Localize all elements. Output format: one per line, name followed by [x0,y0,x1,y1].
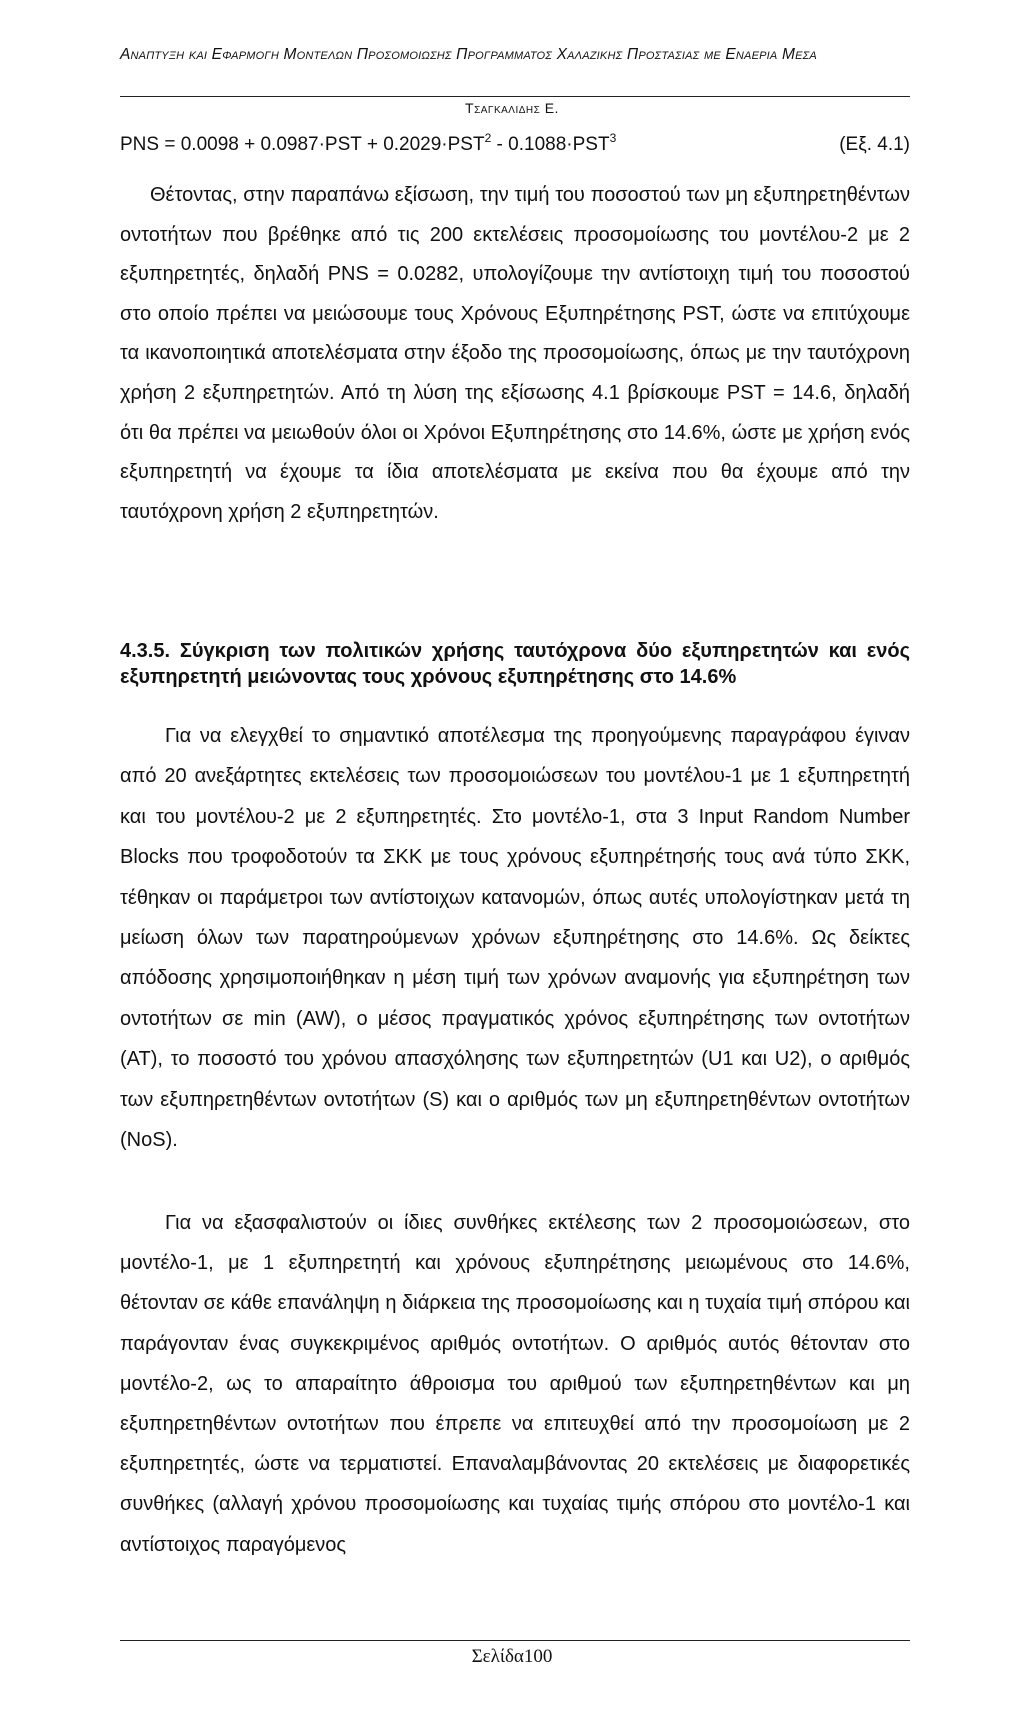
paragraph-3: Για να εξασφαλιστούν οι ίδιες συνθήκες εκτέλεσης των 2 προσομοιώσεων, στο μοντέλο-1, με 1 εξυπηρετητή και χρόνους εξυπηρέτησης μειωμένους στο 14.6%, θέτονταν σε κάθε επανάληψη η διάρκεια της προσομοίωσης και η τυχαία τιμή σπόρου και παράγονταν ένας συγκεκριμένος αριθμός οντοτήτων. Ο αριθμός αυτός θέτονταν στο μοντέλο-2, ως το απαραίτητο άθροισμα του αριθμού των εξυπηρετηθέντων και μη εξυπηρετηθέντων οντοτήτων που έπρεπε να επιτευχθεί από την προσομοίωση με 2 εξυπηρετητές, ώστε να τερματιστεί. Επαναλαμβάνοντας 20 εκτελέσεις με διαφορετικές συνθήκες (αλλαγή χρόνου προσομοίωσης και τυχαίας τιμής σπόρου στο μοντέλο-1 και αντίστοιχος παραγόμενος [120,1212,910,1556]
exponent: 3 [609,131,617,145]
paragraph-1: Θέτοντας, στην παραπάνω εξίσωση, την τιμή του ποσοστού των μη εξυπηρετηθέντων οντοτήτων που βρέθηκε από τις 200 εκτελέσεις προσομοίωσης του μοντέλου-2 με 2 εξυπηρετητές, δηλαδή PNS = 0.0282, υπολογίζουμε την αντίστοιχη τιμή του ποσοστού στο οποίο πρέπει να μειώσουμε τους Χρόνους Εξυπηρέτησης PST, ώστε να επιτύχουμε τα ικανοποιητικά αποτελέσματα στην έξοδο της προσομοίωσης, όπως με την ταυτόχρονη χρήση 2 εξυπηρετητών. Από τη λύση της εξίσωσης 4.1 βρίσκουμε PST = 14.6, δηλαδή ότι θα πρέπει να μειωθούν όλοι οι Χρόνοι Εξυπηρέτησης στο 14.6%, ώστε με χρήση ενός εξυπηρετητή να έχουμε τα ίδια αποτελέσματα με εκείνα που θα έχουμε από την ταυτόχρονη χρήση 2 εξυπηρετητών. [120,184,910,523]
equation-number: (Εξ. 4.1) [839,134,910,155]
page-label: Σελίδα [471,1646,524,1667]
equation-4-1 [120,131,910,162]
running-header-author: Τσαγκαλιδης Ε. [465,100,559,116]
equation-expression: PNS = $0.0098 + 0.0987\cdot PST + 0.2029\cdot PST^2 - 0.1088\cdot PST^3$ [120,131,617,155]
exponent: 2 [484,131,492,145]
footer-divider [120,1640,910,1641]
paragraph-2: Για να ελεγχθεί το σημαντικό αποτέλεσμα της προηγούμενης παραγράφου έγιναν από 20 ανεξάρτητες εκτελέσεις των προσομοιώσεων του μοντέλου-1 με 1 εξυπηρετητή και του μοντέλου-2 με 2 εξυπηρετητές. Στο μοντέλο-1, στα 3 Input Random Number Blocks που τροφοδοτούν τα ΣΚΚ με τους χρόνους εξυπηρέτησής τους ανά τύπο ΣΚΚ, τέθηκαν οι παράμετροι των αντίστοιχων κατανομών, όπως αυτές υπολογίστηκαν μετά τη μείωση όλων των παρατηρούμενων χρόνων εξυπηρέτησης στο 14.6%. Ως δείκτες απόδοσης χρησιμοποιήθηκαν η μέση τιμή των χρόνων αναμονής για εξυπηρέτηση των οντοτήτων σε min (AW), ο μέσος πραγματικός χρόνος εξυπηρέτησης των οντοτήτων (AT), το ποσοστό του χρόνου απασχόλησης των εξυπηρετητών (U1 και U2), ο αριθμός των εξυπηρετηθέντων οντοτήτων (S) και ο αριθμός των μη εξυπηρετηθέντων οντοτήτων (NoS). [120,725,910,1152]
section-heading: 4.3.5. Σύγκριση των πολιτικών χρήσης ταυτόχρονα δύο εξυπηρετητών και ενός εξυπηρετητή μειώνοντας τους χρόνους εξυπηρέτησης στο 14.6% [120,640,910,688]
header-divider [120,96,910,97]
page-footer [0,1646,1024,1668]
page-number: 100 [523,1646,553,1667]
running-header-title: Αναπτυξη και Εφαρμογη Μοντελων Προσομοιωσης Προγραμματος Χαλαζικης Προστασιας με Εναερια Μεσα [120,46,817,63]
